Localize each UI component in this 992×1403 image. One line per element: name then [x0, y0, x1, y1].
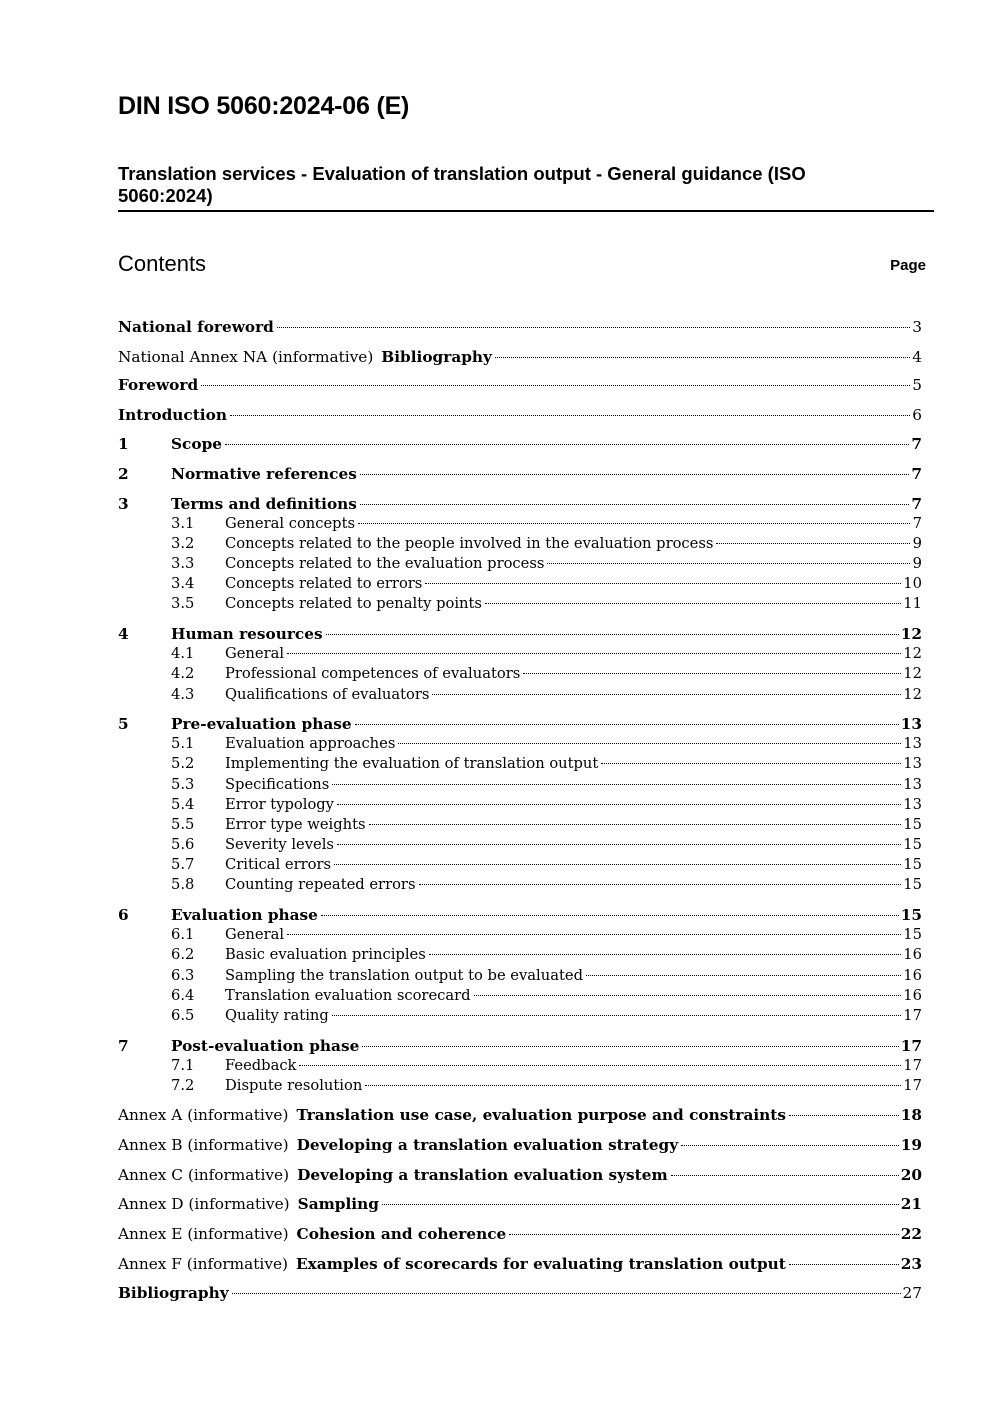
toc-entry-title: Critical errors — [225, 856, 332, 873]
toc-entry-prefix: National Annex NA (informative) — [118, 348, 374, 366]
toc-entry-number: 3 — [118, 495, 129, 513]
dot-leader — [789, 1264, 899, 1265]
toc-entry[interactable] — [118, 714, 922, 734]
toc-entry-page-number: 7 — [912, 515, 922, 532]
toc-subentry[interactable] — [171, 754, 922, 774]
toc-entry-number: 3.5 — [171, 595, 195, 612]
toc-entry-number: 2 — [118, 465, 129, 483]
toc-entry[interactable] — [118, 1165, 922, 1185]
toc-entry-prefix: Annex F (informative) — [118, 1255, 288, 1273]
toc-entry-page-number: 12 — [900, 625, 922, 643]
dot-leader — [332, 1015, 902, 1016]
toc-entry-title: Scope — [171, 435, 222, 453]
toc-entry-page-number: 11 — [903, 595, 922, 612]
toc-entry-page-number: 18 — [900, 1106, 922, 1124]
toc-entry-title: Pre-evaluation phase — [171, 715, 352, 733]
toc-entry-number: 4.3 — [171, 686, 195, 703]
toc-entry-title: General concepts — [225, 515, 356, 532]
dot-leader — [230, 415, 910, 416]
dot-leader — [432, 694, 901, 695]
dot-leader — [358, 523, 910, 524]
toc-entry[interactable] — [118, 317, 922, 337]
toc-entry-page-number: 15 — [903, 816, 922, 833]
toc-entry-title: Terms and definitions — [171, 495, 357, 513]
toc-entry-page-number: 17 — [903, 1057, 922, 1074]
toc-entry-page-number: 15 — [903, 836, 922, 853]
toc-subentry[interactable] — [171, 1076, 922, 1096]
toc-entry-title: Evaluation approaches — [225, 735, 396, 752]
toc-entry-title: Foreword — [118, 376, 199, 394]
dot-leader — [671, 1175, 899, 1176]
toc-entry-title: Severity levels — [225, 836, 334, 853]
toc-subentry[interactable] — [171, 815, 922, 835]
toc-subentry[interactable] — [171, 775, 922, 795]
toc-subentry[interactable] — [171, 514, 922, 534]
dot-leader — [586, 975, 901, 976]
toc-entry-page-number: 4 — [912, 348, 922, 366]
toc-entry-title: Evaluation phase — [171, 906, 318, 924]
toc-entry-title: General — [225, 926, 285, 943]
dot-leader — [287, 934, 901, 935]
toc-subentry[interactable] — [171, 1006, 922, 1026]
toc-entry-page-number: 13 — [903, 755, 922, 772]
toc-entry-page-number: 27 — [902, 1284, 922, 1302]
contents-heading: Contents — [118, 251, 207, 276]
toc-entry-page-number: 16 — [903, 967, 922, 984]
dot-leader — [547, 563, 910, 564]
dot-leader — [681, 1145, 899, 1146]
toc-entry-number: 3.1 — [171, 515, 195, 532]
toc-entry-page-number: 17 — [903, 1007, 922, 1024]
toc-entry-page-number: 17 — [900, 1037, 922, 1055]
dot-leader — [601, 763, 901, 764]
dot-leader — [299, 1065, 901, 1066]
toc-entry-number: 6.2 — [171, 946, 195, 963]
toc-entry-number: 6.5 — [171, 1007, 195, 1024]
toc-entry-page-number: 15 — [903, 926, 922, 943]
toc-entry-page-number: 7 — [911, 495, 922, 513]
toc-entry-number: 6.4 — [171, 987, 195, 1004]
toc-subentry[interactable] — [171, 685, 922, 705]
dot-leader — [337, 804, 901, 805]
toc-entry-title: Human resources — [171, 625, 323, 643]
dot-leader — [232, 1293, 901, 1294]
dot-leader — [337, 844, 901, 845]
toc-entry-title: Bibliography — [381, 348, 492, 366]
toc-entry-title: Concepts related to the evaluation process — [225, 555, 545, 572]
dot-leader — [789, 1115, 899, 1116]
toc-entry-number: 3.2 — [171, 535, 195, 552]
toc-entry[interactable] — [118, 1224, 922, 1244]
toc-entry-page-number: 13 — [903, 735, 922, 752]
table-of-contents — [118, 0, 922, 1403]
toc-entry-number: 5.7 — [171, 856, 195, 873]
toc-entry-page-number: 13 — [900, 715, 922, 733]
dot-leader — [201, 385, 910, 386]
toc-entry-number: 5.6 — [171, 836, 195, 853]
toc-entry-number: 4.2 — [171, 665, 195, 682]
toc-entry-title: Implementing the evaluation of translation output — [225, 755, 599, 772]
toc-entry-title: Concepts related to errors — [225, 575, 423, 592]
dot-leader — [382, 1204, 899, 1205]
toc-entry-title: Examples of scorecards for evaluating translation output — [296, 1255, 786, 1273]
toc-entry[interactable] — [118, 1105, 922, 1125]
toc-subentry[interactable] — [171, 925, 922, 945]
page-column-label: Page — [890, 257, 926, 274]
toc-entry-number: 6.3 — [171, 967, 195, 984]
toc-entry-page-number: 13 — [903, 776, 922, 793]
dot-leader — [419, 884, 902, 885]
dot-leader — [398, 743, 901, 744]
toc-entry[interactable] — [118, 375, 922, 395]
toc-entry-number: 7.1 — [171, 1057, 195, 1074]
dot-leader — [369, 824, 902, 825]
document-subtitle: Translation services - Evaluation of translation output - General guidance (ISO 5060:2024) — [118, 163, 806, 206]
toc-entry[interactable] — [118, 1254, 922, 1274]
toc-entry-title: Introduction — [118, 406, 227, 424]
toc-entry-title: Specifications — [225, 776, 330, 793]
toc-entry-number: 7 — [118, 1037, 129, 1055]
dot-leader — [365, 1085, 901, 1086]
toc-entry-page-number: 5 — [912, 376, 922, 394]
toc-entry-title: Dispute resolution — [225, 1077, 363, 1094]
toc-entry[interactable] — [118, 1135, 922, 1155]
toc-entry-page-number: 13 — [903, 796, 922, 813]
toc-entry-title: Cohesion and coherence — [296, 1225, 507, 1243]
dot-leader — [326, 634, 899, 635]
toc-entry[interactable] — [118, 434, 922, 454]
toc-entry-title: General — [225, 645, 285, 662]
toc-entry-number: 3.3 — [171, 555, 195, 572]
toc-entry-title: Bibliography — [118, 1284, 229, 1302]
toc-subentry[interactable] — [171, 534, 922, 554]
toc-entry-number: 4 — [118, 625, 129, 643]
dot-leader — [332, 784, 901, 785]
toc-entry-prefix: Annex E (informative) — [118, 1225, 289, 1243]
toc-entry-title: Sampling — [297, 1195, 379, 1213]
toc-subentry[interactable] — [171, 835, 922, 855]
toc-entry[interactable] — [118, 405, 922, 425]
toc-entry-page-number: 12 — [903, 665, 922, 682]
toc-entry-title: Post-evaluation phase — [171, 1037, 360, 1055]
toc-entry-page-number: 6 — [912, 406, 922, 424]
toc-entry-number: 5.4 — [171, 796, 195, 813]
toc-subentry[interactable] — [171, 855, 922, 875]
toc-subentry[interactable] — [171, 664, 922, 684]
toc-entry-title: Quality rating — [225, 1007, 329, 1024]
toc-entry[interactable] — [118, 1194, 922, 1214]
dot-leader — [495, 357, 910, 358]
toc-entry-number: 3.4 — [171, 575, 195, 592]
toc-entry-page-number: 15 — [900, 906, 922, 924]
toc-subentry[interactable] — [171, 554, 922, 574]
dot-leader — [334, 864, 901, 865]
toc-entry-title: Basic evaluation principles — [225, 946, 426, 963]
toc-entry-page-number: 7 — [911, 435, 922, 453]
dot-leader — [360, 474, 910, 475]
toc-entry-number: 5 — [118, 715, 129, 733]
toc-entry-page-number: 15 — [903, 856, 922, 873]
toc-entry-number: 6 — [118, 906, 129, 924]
dot-leader — [321, 915, 899, 916]
toc-entry-title: Professional competences of evaluators — [225, 665, 521, 682]
toc-subentry[interactable] — [171, 795, 922, 815]
toc-entry-page-number: 17 — [903, 1077, 922, 1094]
toc-entry[interactable] — [118, 464, 922, 484]
toc-entry-page-number: 16 — [903, 946, 922, 963]
dot-leader — [509, 1234, 898, 1235]
toc-subentry[interactable] — [171, 966, 922, 986]
toc-entry-page-number: 20 — [900, 1166, 922, 1184]
toc-entry-number: 4.1 — [171, 645, 195, 662]
toc-entry-page-number: 23 — [900, 1255, 922, 1273]
toc-entry-title: Developing a translation evaluation strategy — [296, 1136, 679, 1154]
toc-entry-prefix: Annex B (informative) — [118, 1136, 289, 1154]
document-title: DIN ISO 5060:2024-06 (E) — [118, 92, 410, 120]
toc-subentry[interactable] — [171, 644, 922, 664]
toc-entry-title: Developing a translation evaluation system — [297, 1166, 668, 1184]
toc-subentry[interactable] — [171, 986, 922, 1006]
toc-entry-title: Concepts related to the people involved in the evaluation process — [225, 535, 714, 552]
toc-subentry[interactable] — [171, 945, 922, 965]
toc-entry-page-number: 12 — [903, 645, 922, 662]
dot-leader — [277, 327, 910, 328]
toc-entry[interactable] — [118, 624, 922, 644]
toc-entry-number: 5.3 — [171, 776, 195, 793]
toc-subentry[interactable] — [171, 594, 922, 614]
toc-entry-title: Translation use case, evaluation purpose and constraints — [296, 1106, 786, 1124]
toc-entry-number: 5.5 — [171, 816, 195, 833]
toc-entry[interactable] — [118, 1283, 922, 1303]
toc-entry-page-number: 7 — [911, 465, 922, 483]
toc-entry-number: 6.1 — [171, 926, 195, 943]
toc-entry[interactable] — [118, 1036, 922, 1056]
toc-entry-title: Error typology — [225, 796, 334, 813]
toc-entry-page-number: 9 — [912, 535, 922, 552]
toc-entry-number: 5.2 — [171, 755, 195, 772]
toc-entry[interactable] — [118, 905, 922, 925]
dot-leader — [362, 1046, 898, 1047]
toc-entry-number: 1 — [118, 435, 129, 453]
toc-entry-page-number: 15 — [903, 876, 922, 893]
toc-entry-prefix: Annex D (informative) — [118, 1195, 290, 1213]
toc-entry-title: Translation evaluation scorecard — [225, 987, 471, 1004]
toc-subentry[interactable] — [171, 734, 922, 754]
toc-entry-title: National foreword — [118, 318, 274, 336]
toc-entry-page-number: 12 — [903, 686, 922, 703]
dot-leader — [287, 653, 901, 654]
toc-entry-page-number: 16 — [903, 987, 922, 1004]
toc-subentry[interactable] — [171, 875, 922, 895]
dot-leader — [716, 543, 910, 544]
toc-entry-page-number: 19 — [900, 1136, 922, 1154]
dot-leader — [429, 954, 902, 955]
dot-leader — [425, 583, 901, 584]
toc-entry-title: Error type weights — [225, 816, 366, 833]
toc-entry-title: Counting repeated errors — [225, 876, 416, 893]
toc-entry-page-number: 9 — [912, 555, 922, 572]
toc-entry-page-number: 21 — [900, 1195, 922, 1213]
toc-entry[interactable] — [118, 494, 922, 514]
toc-entry-page-number: 3 — [912, 318, 922, 336]
toc-entry-prefix: Annex A (informative) — [118, 1106, 289, 1124]
toc-entry-number: 7.2 — [171, 1077, 195, 1094]
toc-entry-title: Concepts related to penalty points — [225, 595, 482, 612]
toc-entry-number: 5.8 — [171, 876, 195, 893]
toc-entry-page-number: 10 — [903, 575, 922, 592]
toc-subentry[interactable] — [171, 1056, 922, 1076]
dot-leader — [360, 504, 909, 505]
toc-entry-title: Feedback — [225, 1057, 297, 1074]
toc-entry-title: Sampling the translation output to be evaluated — [225, 967, 583, 984]
toc-entry-page-number: 22 — [900, 1225, 922, 1243]
toc-entry-number: 5.1 — [171, 735, 195, 752]
toc-entry-title: Qualifications of evaluators — [225, 686, 430, 703]
toc-subentry[interactable] — [171, 574, 922, 594]
dot-leader — [485, 603, 901, 604]
dot-leader — [225, 444, 909, 445]
toc-entry-title: Normative references — [171, 465, 357, 483]
dot-leader — [355, 724, 899, 725]
dot-leader — [474, 995, 902, 996]
toc-entry-prefix: Annex C (informative) — [118, 1166, 290, 1184]
toc-entry[interactable] — [118, 347, 922, 367]
dot-leader — [523, 673, 901, 674]
